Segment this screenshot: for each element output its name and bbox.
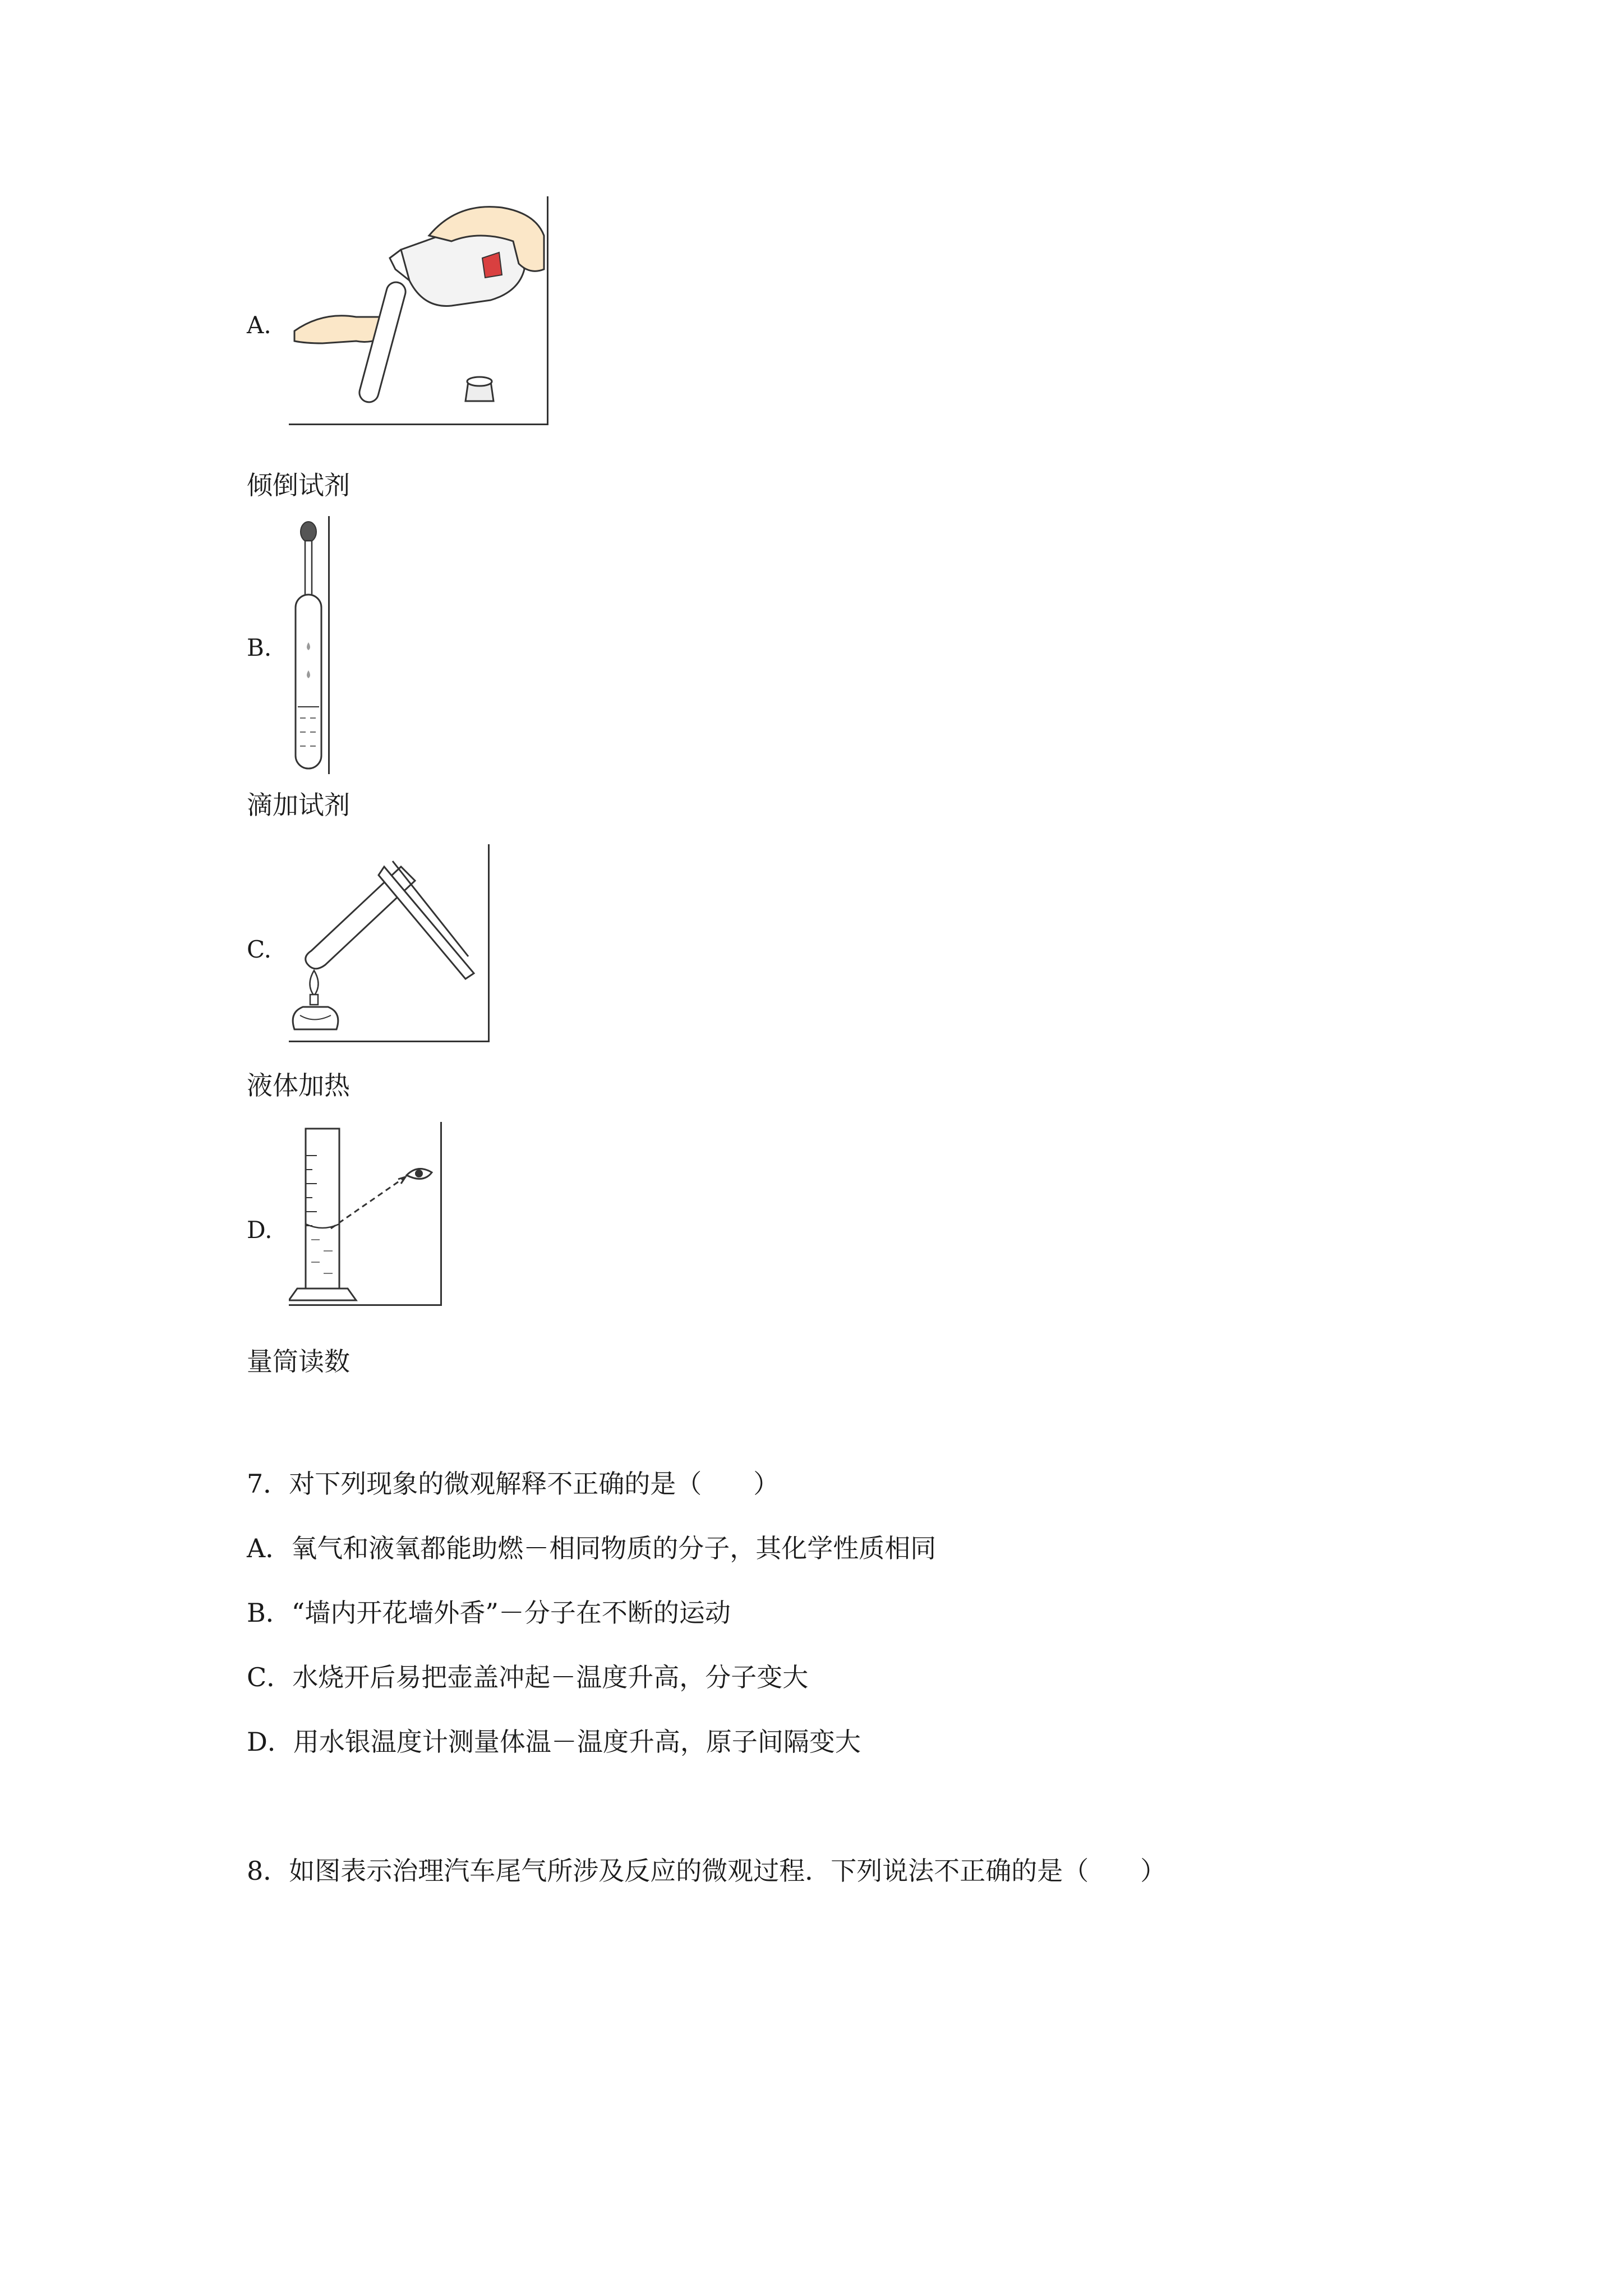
pouring-reagent-illustration bbox=[289, 196, 547, 424]
alcohol-lamp-heating-illustration bbox=[289, 844, 488, 1041]
graduated-cylinder-illustration bbox=[289, 1122, 440, 1304]
pouring-reagent-figure bbox=[289, 196, 548, 425]
dropping-reagent-figure bbox=[289, 516, 330, 774]
figure-b-caption: 滴加试剂 bbox=[247, 790, 350, 820]
figure-d-caption: 量筒读数 bbox=[247, 1346, 350, 1377]
option-d-letter: D. bbox=[247, 1216, 273, 1244]
option-a-letter: A. bbox=[247, 311, 271, 339]
cylinder-reading-figure bbox=[289, 1122, 442, 1306]
figure-a-caption: 倾倒试剂 bbox=[247, 470, 350, 500]
question-7-option-b: B．“墙内开花墙外香”－分子在不断的运动 bbox=[247, 1598, 731, 1628]
option-c-letter: C. bbox=[247, 936, 271, 963]
question-7-option-d: D．用水银温度计测量体温－温度升高，原子间隔变大 bbox=[247, 1727, 861, 1757]
option-b-letter: B. bbox=[247, 634, 272, 661]
dropper-and-tube-illustration bbox=[289, 516, 328, 774]
question-7-option-a: A．氧气和液氧都能助燃－相同物质的分子，其化学性质相同 bbox=[247, 1533, 937, 1563]
heating-liquid-figure bbox=[289, 844, 490, 1042]
question-8-stem: 8．如图表示治理汽车尾气所涉及反应的微观过程．下列说法不正确的是（ ） bbox=[247, 1856, 1166, 1886]
figure-c-caption: 液体加热 bbox=[247, 1070, 350, 1101]
question-7-stem: 7．对下列现象的微观解释不正确的是（ ） bbox=[247, 1469, 780, 1499]
question-7-option-c: C．水烧开后易把壶盖冲起－温度升高，分子变大 bbox=[247, 1662, 809, 1692]
